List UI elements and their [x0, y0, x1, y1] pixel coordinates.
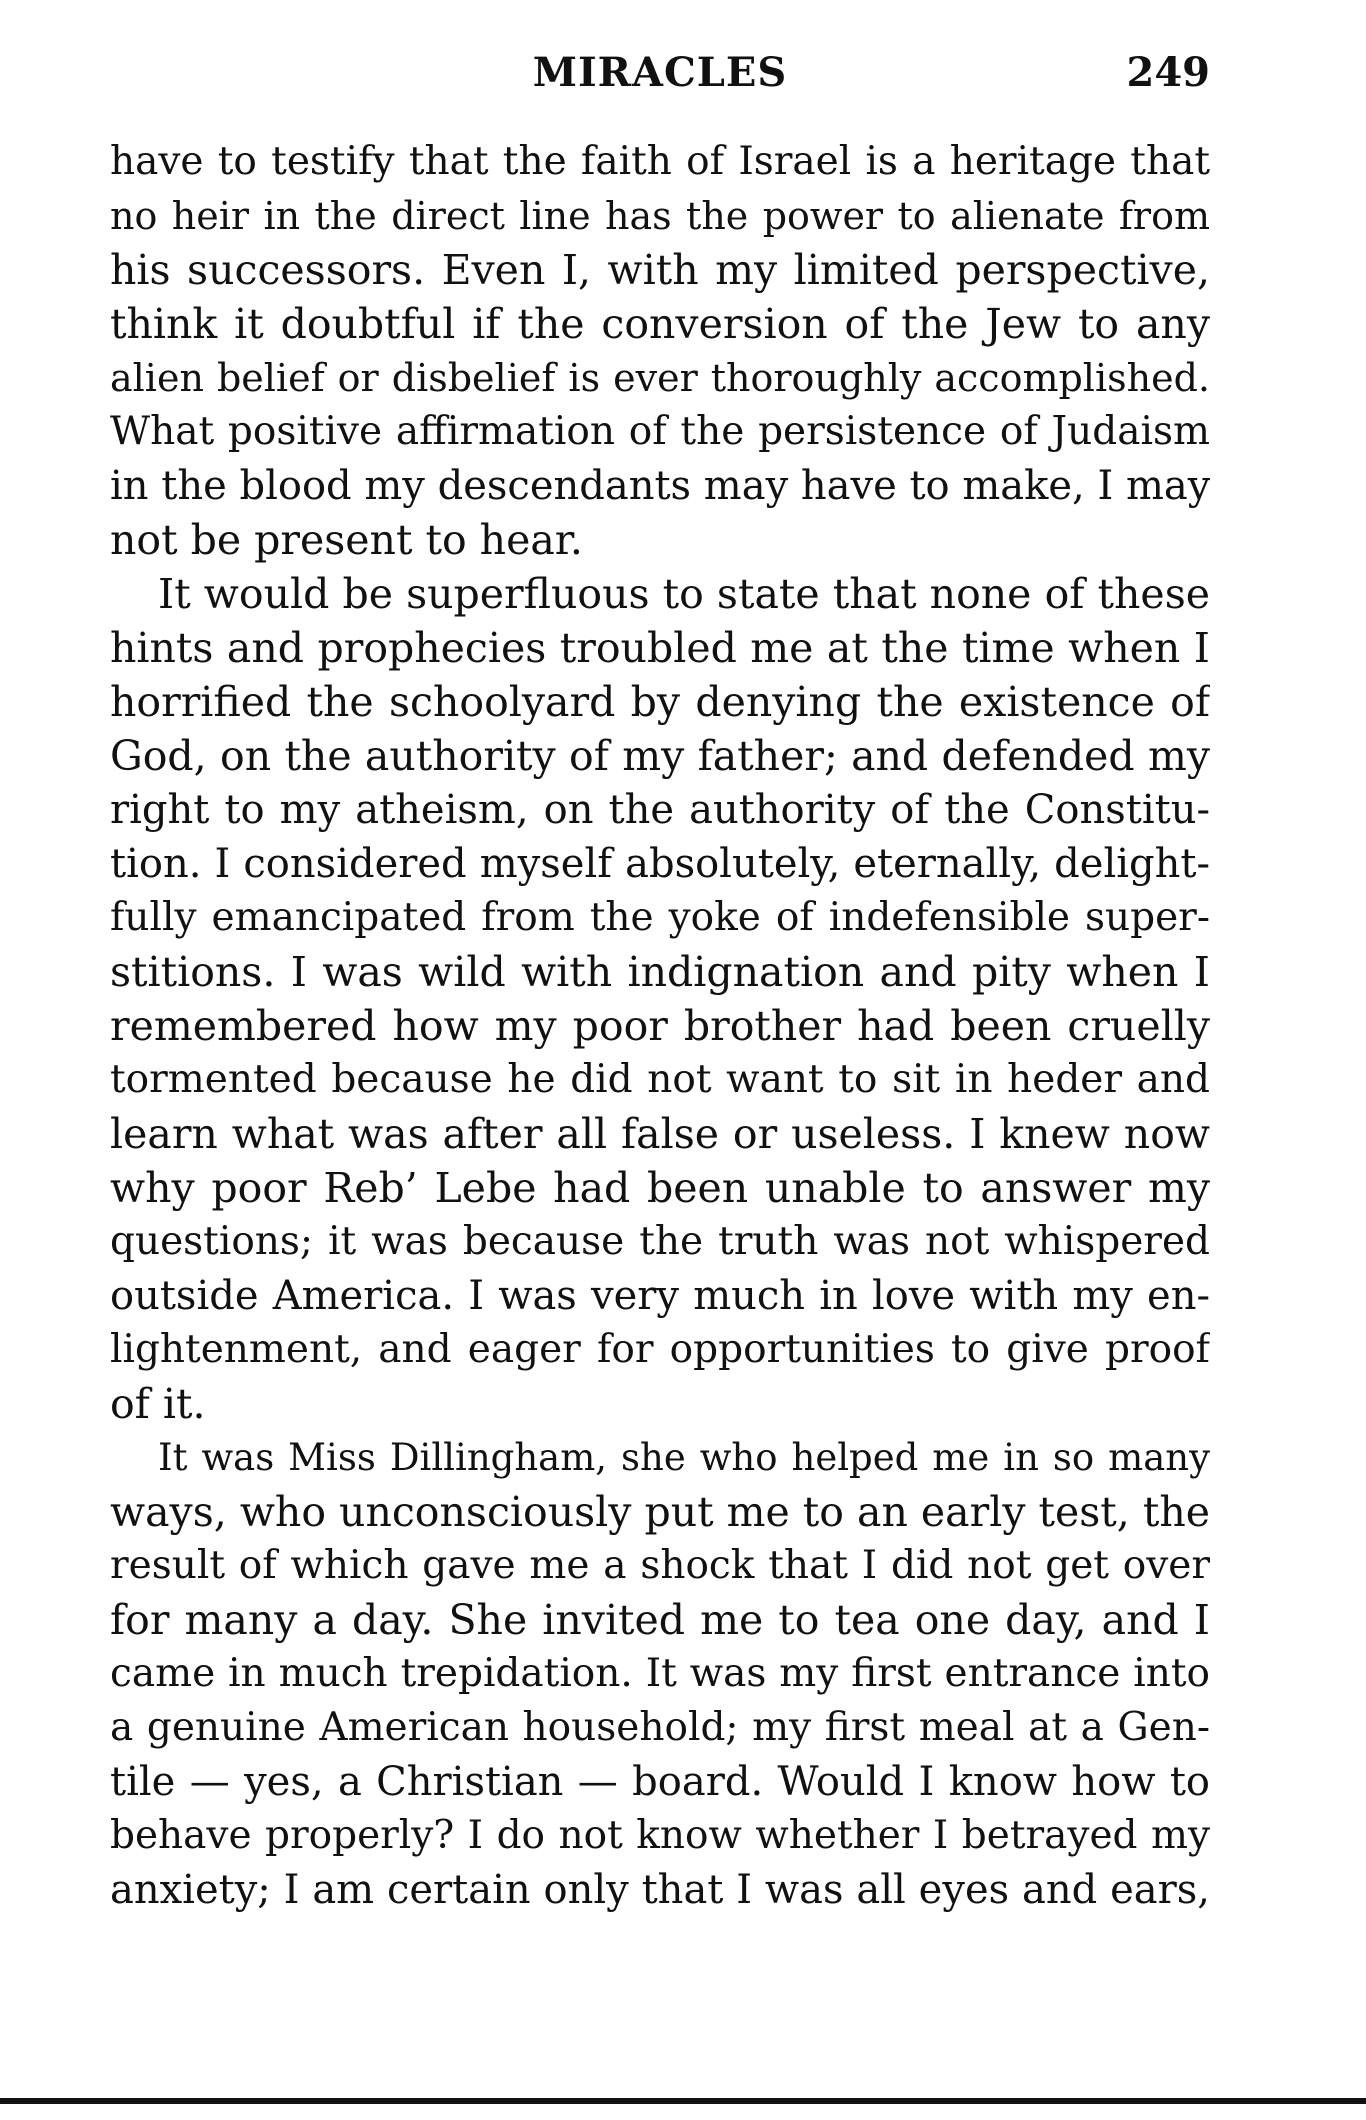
chapter-title: MIRACLES [532, 49, 788, 96]
text-line: questions; it was because the truth was not whispered [110, 1219, 1210, 1264]
text-line: remembered how my poor brother had been cruelly [110, 1002, 1210, 1050]
paragraph-3 [110, 1431, 1210, 1917]
paragraph-2 [110, 567, 1210, 1431]
text-line: his successors. Even I, with my limited perspective, [110, 246, 1210, 294]
text-line: came in much trepidation. It was my first entrance into [110, 1651, 1210, 1696]
text-line: tion. I considered myself absolutely, eternally, delight- [110, 841, 1210, 887]
text-line: lightenment, and eager for opportunities to give proof [110, 1327, 1210, 1372]
text-line: have to testify that the faith of Israel is a heritage that [110, 139, 1210, 184]
text-line: alien belief or disbelief is ever thoroughly accomplished. [110, 356, 1210, 400]
text-line: right to my atheism, on the authority of the Constitu- [110, 787, 1210, 833]
text-line: God, on the authority of my father; and defended my [110, 732, 1210, 780]
text-line: a genuine American household; my first meal at a Gen- [110, 1705, 1210, 1750]
text-line: It was Miss Dillingham, she who helped me in so many [158, 1436, 1210, 1479]
text-line: not be present to hear. [110, 516, 583, 564]
paragraph-1 [110, 135, 1210, 567]
text-line: for many a day. She invited me to tea one day, and I [110, 1596, 1210, 1644]
text-line: It would be superfluous to state that none of these [158, 570, 1210, 618]
text-line: behave properly? I do not know whether I betrayed my [110, 1813, 1210, 1858]
text-line: anxiety; I am certain only that I was all eyes and ears, [110, 1867, 1210, 1913]
text-line: fully emancipated from the yoke of indefensible super- [110, 895, 1210, 940]
text-line: no heir in the direct line has the power to alienate from [110, 194, 1210, 238]
text-line: tormented because he did not want to sit in heder and [110, 1057, 1210, 1102]
bottom-edge-rule [0, 2098, 1366, 2104]
text-line: outside America. I was very much in love with my en- [110, 1273, 1210, 1319]
text-line: result of which gave me a shock that I did not get over [110, 1543, 1210, 1588]
text-line: tile — yes, a Christian — board. Would I know how to [110, 1759, 1210, 1805]
text-line: horrified the schoolyard by denying the existence of [110, 678, 1210, 726]
body-text [110, 135, 1210, 1917]
page-number: 249 [1126, 49, 1210, 96]
text-line: of it. [110, 1380, 206, 1428]
text-line: What positive affirmation of the persistence of Judaism [110, 409, 1210, 454]
text-line: stitions. I was wild with indignation and pity when I [110, 948, 1210, 996]
text-line: hints and prophecies troubled me at the time when I [110, 624, 1210, 672]
text-line: learn what was after all false or useless. I knew now [110, 1110, 1210, 1158]
running-head [110, 48, 1210, 98]
text-line: in the blood my descendants may have to make, I may [110, 463, 1210, 509]
text-line: why poor Reb’ Lebe had been unable to answer my [110, 1164, 1210, 1212]
text-line: ways, who unconsciously put me to an early test, the [110, 1488, 1210, 1536]
text-line: think it doubtful if the conversion of the Jew to any [110, 300, 1210, 348]
